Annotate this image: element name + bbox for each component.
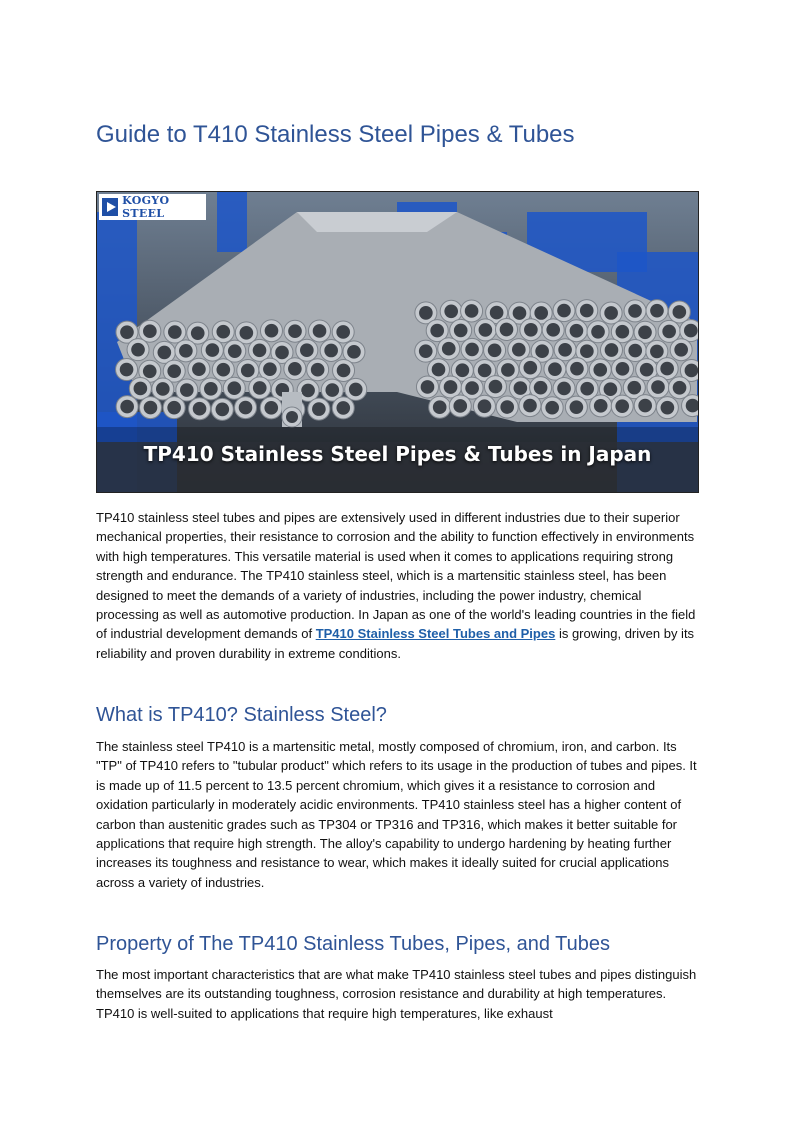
company-logo xyxy=(99,194,206,220)
intro-text: TP410 stainless steel tubes and pipes are extensively used in different industries due to their superior mechanical properties, their resistance to corrosion and the ability to function effectively in environments with high temperatures. This versatile material is used when it comes to applications requiring strong strength and endurance. The TP410 stainless steel, which is a martensitic stainless steel, has been designed to meet the demands of a variety of industries, including the power industry, chemical processing as well as automotive production. In Japan as one of the world's leading countries in the field of industrial development demands of xyxy=(96,510,696,642)
logo-text: KOGYO STEEL xyxy=(122,194,170,220)
intro-paragraph xyxy=(96,508,699,663)
page-title: Guide to T410 Stainless Steel Pipes & Tubes xyxy=(96,121,575,148)
section-heading-what-is: What is TP410? Stainless Steel? xyxy=(96,704,387,726)
section-body-property: The most important characteristics that are what make TP410 stainless steel tubes and pipes distinguish themselves are its outstanding toughness, corrosion resistance and durability at high temperatures. TP410 is well-suited to applications that require high temperatures, like exhaust xyxy=(96,967,697,1021)
logo-mark-icon xyxy=(102,198,118,216)
section-body-what-is: The stainless steel TP410 is a martensitic metal, mostly composed of chromium, iron, and carbon. Its "TP" of TP410 refers to "tubular product" which refers to its usage in the production of tubes and pipes. It is made up of 11.5 percent to 13.5 percent chromium, which gives it a resistance to corrosion and oxidation particularly in moderately acidic environments. TP410 stainless steel has a higher content of carbon than austenitic grades such as TP304 or TP316 and TP316, which makes it better suitable for applications that require high strength. The alloy's capability to undergo hardening by heating further increases its toughness and resistance to wear, which makes it ideally suited for crucial applications across a variety of industries. xyxy=(96,739,697,890)
tp410-tubes-link[interactable]: TP410 Stainless Steel Tubes and Pipes xyxy=(315,626,556,642)
hero-image xyxy=(96,191,699,493)
hero-caption: TP410 Stainless Steel Pipes & Tubes in Japan xyxy=(143,442,652,466)
section-heading-property: Property of The TP410 Stainless Tubes, Pipes, and Tubes xyxy=(96,933,611,955)
intro-text-end: is growing, driven by its reliability and proven durability in extreme conditions. xyxy=(96,626,695,661)
